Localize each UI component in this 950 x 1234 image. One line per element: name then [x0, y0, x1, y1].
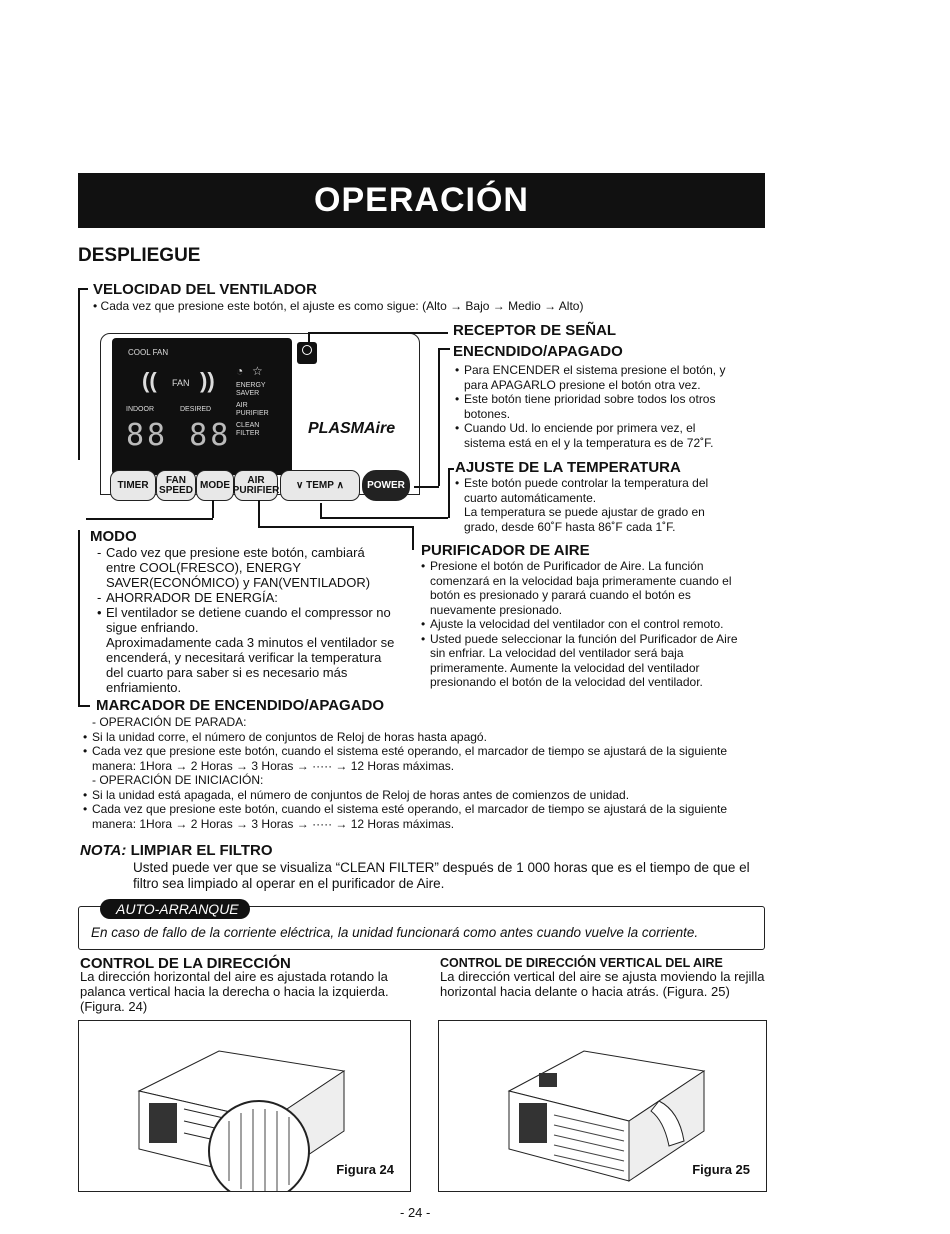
power-button[interactable]: POWER — [362, 470, 410, 501]
list-item: • Cada vez que presione este botón, cuando el sistema esté operando, el marcador de tiempo se ajustará de la siguiente manera: 1Hora → 2 Horas → 3 Horas → ····· → 12 Horas máximas. — [83, 744, 772, 773]
list-item: • Este botón puede controlar la temperatura del cuarto automáticamente. — [455, 476, 735, 505]
air-purifier-button[interactable]: AIR PURIFIER — [234, 470, 278, 501]
chevron-down-icon: ∨ — [296, 479, 304, 491]
list-item: La temperatura se puede ajustar de grado en grado, desde 60˚F hasta 86˚F cada 1˚F. — [464, 505, 705, 534]
lcd-clean-text: CLEAN FILTER — [236, 422, 260, 437]
figure-24 — [78, 1020, 411, 1192]
purifier-list — [421, 559, 741, 690]
note-label: NOTA: — [80, 842, 127, 859]
auto-restart-tag: AUTO-ARRANQUE — [100, 899, 250, 919]
temp-heading: AJUSTE DE LA TEMPERATURA — [455, 459, 681, 476]
lcd-air-text: AIR PURIFIER — [236, 402, 269, 417]
timer-on-list — [83, 788, 772, 832]
figure-24-caption: Figura 24 — [336, 1162, 394, 1177]
auto-restart-text: En caso de fallo de la corriente eléctrica, la unidad funcionará como antes cuando vuelve la corriente. — [91, 925, 699, 940]
lcd-display — [112, 338, 292, 475]
temp-button-label: TEMP — [306, 479, 334, 491]
note-heading-row — [80, 842, 273, 859]
list-item: • El ventilador se detiene cuando el compressor no sigue enfriando. — [97, 605, 397, 635]
list-item: • Si la unidad corre, el número de conjuntos de Reloj de horas hasta apagó. — [83, 730, 772, 745]
list-item: • Este botón tiene prioridad sobre todos los otros botones. — [455, 392, 735, 421]
fan-speed-button[interactable]: FAN SPEED — [156, 470, 196, 501]
vertical-heading: CONTROL DE DIRECCIÓN VERTICAL DEL AIRE — [440, 956, 723, 970]
list-item: • Presione el botón de Purificador de Aire. La función comenzará en la velocidad baja primeramente cuando el botón es presionado y parará cuando el botón es nuevamente presionado. — [421, 559, 741, 617]
lcd-mode-text: COOL FAN — [128, 348, 169, 357]
fan-wave-right-icon: )) — [200, 368, 215, 393]
list-item: • Cada vez que presione este botón, cuando el sistema esté operando, el marcador de tiempo se ajustará de la siguiente manera: 1Hora → 2 Horas → 3 Horas → ····· → 12 Horas máximas. — [83, 802, 772, 831]
list-item: • Si la unidad está apagada, el número de conjuntos de Reloj de horas antes de comienzos de unidad. — [83, 788, 772, 803]
purifier-heading: PURIFICADOR DE AIRE — [421, 542, 590, 559]
list-item: • Ajuste la velocidad del ventilador con el control remoto. — [421, 617, 741, 632]
timer-button[interactable]: TIMER — [110, 470, 156, 501]
note-text: Usted puede ver que se visualiza “CLEAN FILTER” después de 1 000 horas que es el tiempo de que el filtro sea limpiado al operar en el purificador de Aire. — [133, 860, 750, 891]
figure-25 — [438, 1020, 767, 1192]
clock-icon: ◔ — [236, 364, 244, 378]
power-list — [455, 363, 735, 450]
power-heading: ENECNDIDO/APAGADO — [453, 343, 623, 360]
lcd-fan-text: FAN — [172, 378, 190, 388]
list-item: Aproximadamente cada 3 minutos el ventilador se encenderá, y necesitará verificar la temperatura del cuarto para saber si es necesario más enfriamiento. — [106, 635, 395, 695]
figure-25-caption: Figura 25 — [692, 1162, 750, 1177]
fan-speed-text: • Cada vez que presione este botón, el ajuste es como sigue: (Alto → Bajo → Medio → Alto) — [93, 299, 584, 313]
timer-section — [92, 715, 772, 831]
lcd-energy-text: ENERGY SAVER — [236, 382, 266, 397]
list-item: • Cuando Ud. lo enciende por primera vez, el sistema está en el y la temperatura es de 72˚F. — [455, 421, 735, 450]
timer-on-heading: - OPERACIÓN DE INICIACIÓN: — [92, 773, 264, 787]
timer-heading: MARCADOR DE ENCENDIDO/APAGADO — [96, 697, 385, 714]
page-title-banner — [78, 173, 765, 228]
temp-list — [455, 476, 735, 534]
lcd-indoor-text: INDOOR — [126, 406, 154, 413]
page-number: - 24 - — [400, 1205, 431, 1220]
note-heading: LIMPIAR EL FILTRO — [130, 842, 273, 859]
chevron-up-icon: ∧ — [336, 479, 344, 491]
mode-list — [97, 545, 397, 695]
timer-off-heading: - OPERACIÓN DE PARADA: — [92, 715, 247, 729]
receptor-heading: RECEPTOR DE SEÑAL — [453, 322, 617, 339]
direction-heading: CONTROL DE LA DIRECCIÓN — [80, 955, 291, 972]
direction-text: La dirección horizontal del aire es ajustada rotando la palanca vertical hacia la derecha o hacia la izquierda. (Figura. 24) — [80, 969, 389, 1014]
mode-heading: MODO — [90, 528, 137, 545]
lcd-desired-text: DESIRED — [180, 406, 212, 413]
fan-speed-heading: VELOCIDAD DEL VENTILADOR — [93, 281, 317, 298]
fan-wave-left-icon: (( — [142, 368, 157, 393]
brand-logo: PLASMAire — [308, 420, 396, 437]
list-item: - Cado vez que presione este botón, cambiará entre COOL(FRESCO), ENERGY SAVER(ECONÓMICO) y FAN(VENTILADOR) — [97, 545, 397, 590]
timer-off-list — [83, 730, 772, 774]
star-icon: ☆ — [252, 364, 263, 378]
page-title: OPERACIÓN — [314, 181, 529, 219]
temp-button[interactable] — [280, 470, 360, 501]
section-heading: DESPLIEGUE — [78, 245, 201, 266]
mode-button[interactable]: MODE — [196, 470, 234, 501]
list-item: • Usted puede seleccionar la función del Purificador de Aire sin enfriar. La velocidad del ventilador será baja primeramente. Aumente la velocidad del ventilador presionando el botón de la velocidad del ventilador. — [421, 632, 741, 690]
list-item: - AHORRADOR DE ENERGÍA: — [97, 590, 397, 605]
vertical-text: La dirección vertical del aire se ajusta moviendo la rejilla horizontal hacia delante o hacia atrás. (Figura. 25) — [440, 969, 765, 999]
lcd-digits: 88 88 — [126, 418, 232, 453]
signal-receptor — [297, 342, 317, 364]
list-item: • Para ENCENDER el sistema presione el botón, y para APAGARLO presione el botón otra vez. — [455, 363, 735, 392]
